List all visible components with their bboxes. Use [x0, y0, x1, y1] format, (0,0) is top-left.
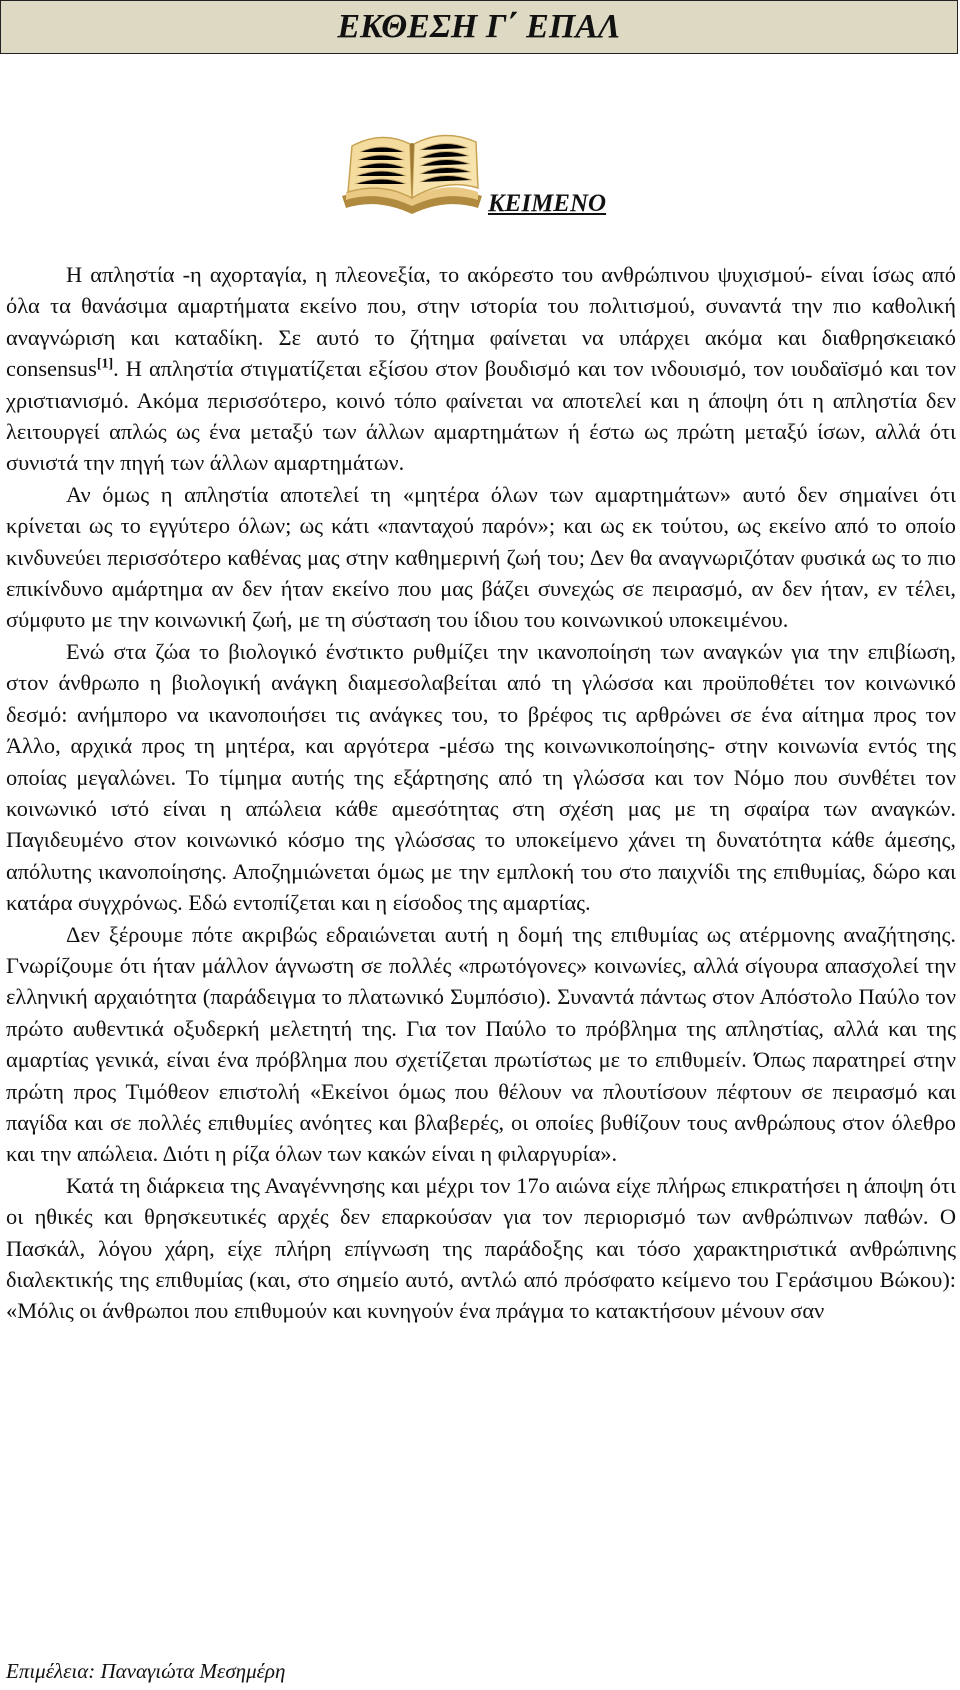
paragraph-text: Η απληστία -η αχορταγία, η πλεονεξία, το ακόρεστο του ανθρώπινου ψυχισμού- είναι ίσως από όλα τα θανάσιμα αμαρτήματα εκείνο που, στην ιστορία του πολιτισμού, συναντά την πιο καθολική αναγνώριση και καταδίκη. Σε αυτό το ζήτημα φαίνεται να υπάρχει ακόμα και διαθρησκειακό consensus — [6, 262, 956, 382]
article-body — [6, 259, 956, 1327]
footnote-reference[interactable]: [1] — [96, 356, 114, 372]
editor-credit: Επιμέλεια: Παναγιώτα Μεσημέρη — [6, 1659, 286, 1683]
paragraph — [6, 259, 956, 479]
paragraph: Ενώ στα ζώα το βιολογικό ένστικτο ρυθμίζει την ικανοποίηση των αναγκών για την επιβίωση, στον άνθρωπο η βιολογική ανάγκη διαμεσολαβείται από τη γλώσσα και προϋποθέτει τον κοινωνικό δεσμό: ανήμπορο να ικανοποιήσει τις ανάγκες του, το βρέφος τις αρθρώνει σε ένα αίτημα προς τον Άλλο, αρχικά προς τη μητέρα, και αργότερα -μέσω της κοινωνικοποίησης- στην κοινωνία εντός της οποίας μεγαλώνει. Το τίμημα αυτής της εξάρτησης από τη γλώσσα και τον Νόμο που συνθέτει τον κοινωνικό ιστό είναι η απώλεια κάθε αμεσότητας στη σχέση μας με τη σφαίρα των αναγκών. Παγιδευμένο στον κοινωνικό κόσμο της γλώσσας το υποκείμενο χάνει τη δυνατότητα κάθε άμεσης, απόλυτης ικανοποίησης. Αποζημιώνεται όμως με την εμπλοκή του στο παιχνίδι της επιθυμίας, δώρο και κατάρα συγχρόνως. Εδώ εντοπίζεται και η είσοδος της αμαρτίας. — [6, 638, 956, 916]
page-header — [0, 0, 958, 54]
section-heading: ΚΕΙΜΕΝΟ — [488, 190, 607, 217]
open-book-icon — [338, 126, 486, 214]
paragraph-text: . Η απληστία στιγματίζεται εξίσου στον βουδισμό και τον ινδουισμό, τον ιουδαϊσμό και τον χριστιανισμό. Ακόμα περισσότερο, κοινό τόπο φαίνεται να αποτελεί και η άποψη ότι η απληστία δεν λειτουργεί απλώς ως ένα μεταξύ των άλλων αμαρτημάτων ή έστω ως πρώτη μεταξύ ίσων, αλλά ότι συνιστά την πηγή των άλλων αμαρτημάτων. — [6, 356, 956, 476]
paragraph: Κατά τη διάρκεια της Αναγέννησης και μέχρι τον 17ο αιώνα είχε πλήρως επικρατήσει η άποψη ότι οι ηθικές και θρησκευτικές αρχές δεν επαρκούσαν για τον περιορισμό των ανθρώπινων παθών. Ο Πασκάλ, λόγου χάρη, είχε πλήρη επίγνωση της παράδοξης και τόσο χαρακτηριστικά ανθρώπινης διαλεκτικής της επιθυμίας (και, στο σημείο αυτό, αντλώ από πρόσφατο κείμενο του Γεράσιμου Βώκου): «Μόλις οι άνθρωποι που επιθυμούν και κυνηγούν ένα πράγμα το κατακτήσουν μένουν σαν — [6, 1172, 956, 1324]
paragraph: Δεν ξέρουμε πότε ακριβώς εδραιώνεται αυτή η δομή της επιθυμίας ως ατέρμονης αναζήτησης. Γνωρίζουμε ότι ήταν μάλλον άγνωστη σε πολλές «πρωτόγονες» κοινωνίες, αλλά σίγουρα απασχολεί την ελληνική αρχαιότητα (παράδειγμα το πλατωνικό Συμπόσιο). Συναντά πάντως στον Απόστολο Παύλο τον πρώτο αυθεντικά οξυδερκή μελετητή της. Για τον Παύλο το πρόβλημα της απληστίας, αλλά και της αμαρτίας γενικά, είναι ένα πρόβλημα που σχετίζεται πρωτίστως με το επιθυμείν. Όπως παρατηρεί στην πρώτη προς Τιμόθεον επιστολή «Εκείνοι όμως που θέλουν να πλουτίσουν πέφτουν σε πειρασμό και παγίδα και σε πολλές επιθυμίες ανόητες και βλαβερές, οι οποίες βυθίζουν τους ανθρώπους στον όλεθρο και την απώλεια. Διότι η ρίζα όλων των κακών είναι η φιλαργυρία». — [6, 921, 956, 1167]
paragraph: Αν όμως η απληστία αποτελεί τη «μητέρα όλων των αμαρτημάτων» αυτό δεν σημαίνει ότι κρίνεται ως το εγγύτερο όλων; ως κάτι «πανταχού παρόν»; και ως εκ τούτου, ως εκείνο από το οποίο κινδυνεύει περισσότερο καθένας μας στην καθημερινή ζωή του; Δεν θα αναγνωριζόταν φυσικά ως το πιο επικίνδυνο αμάρτημα αν δεν ήταν εκείνο που μας βάζει συνεχώς σε πειρασμό, αν δεν ήταν, εν τέλει, σύμφυτο με την κοινωνική ζωή, με τη σύσταση του ίδιου του κοινωνικού υποκειμένου. — [6, 481, 956, 633]
page-title: ΕΚΘΕΣΗ Γ΄ ΕΠΑΛ — [337, 8, 621, 45]
